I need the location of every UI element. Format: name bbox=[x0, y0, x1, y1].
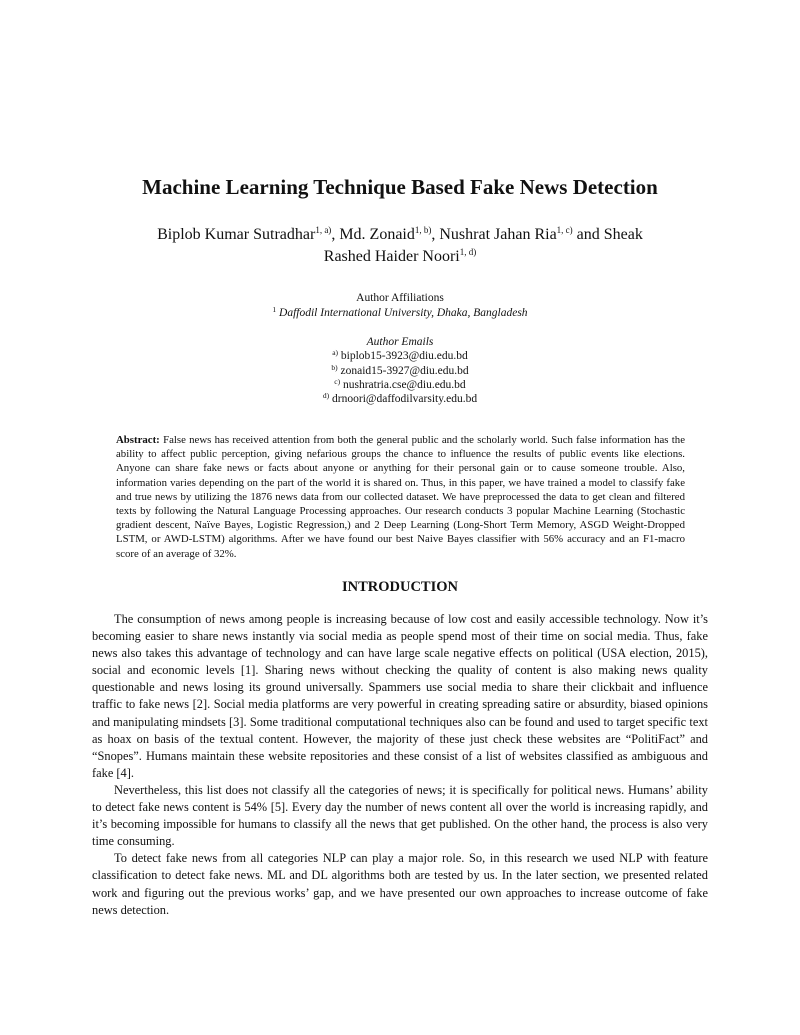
email-superscript: c) bbox=[334, 376, 341, 386]
affiliations-heading: Author Affiliations bbox=[356, 292, 444, 304]
author-list bbox=[90, 224, 710, 268]
author-superscript: 1, a) bbox=[315, 225, 332, 235]
body-paragraph: Nevertheless, this list does not classify all the categories of news; it is specifically for political news. Humans’ ability to detect fake news content is 54% [5]. Every day the number of news content all over the world is increasing rapidly, and it’s becoming impossible for humans to classify all the news that get published. On the other hand, the process is also very time consuming. bbox=[92, 782, 708, 849]
email-superscript: b) bbox=[331, 362, 338, 372]
paper-title: Machine Learning Technique Based Fake News Detection bbox=[142, 175, 658, 199]
author-separator: and Sheak bbox=[572, 226, 643, 243]
author-name: Biplob Kumar Sutradhar bbox=[157, 226, 316, 243]
email-superscript: d) bbox=[322, 391, 330, 401]
body-paragraph: The consumption of news among people is increasing because of low cost and easily accessible technology. Now it’s becoming easier to share news instantly via social media as people spend most of their time on social media. Thus, fake news also takes this advantage of technology and can have large scale negative effects on political (USA election, 2015), social and economic levels [1]. Sharing news without checking the quality of content is also making news quality questionable and news losing its ground universally. Spammers use social media to share their clickbait and influence traffic to fake news [2]. Social media platforms are very powerful in creating spreading satire or absurdity, biased opinions and manipulating mindsets [3]. Some traditional computational techniques also can be found and used to target specific text as hoax on basis of the textual content. However, the majority of these just check these websites are “PolitiFact” and “Snopes”. Humans maintain these website repositories and these consist of a list of websites classified as ambiguous and fake [4]. bbox=[92, 612, 708, 780]
affiliation-superscript: 1 bbox=[272, 305, 277, 314]
body-paragraph: To detect fake news from all categories NLP can play a major role. So, in this research we used NLP with feature classification to detect fake news. ML and DL algorithms both are tested by us. In the later section, we presented related work and figuring out the previous works’ gap, and we have presented our own approaches to increase outcome of fake news detection. bbox=[92, 851, 708, 917]
emails-heading: Author Emails bbox=[366, 336, 434, 348]
affiliations bbox=[100, 291, 700, 321]
author-name: Nushrat Jahan Ria bbox=[439, 226, 557, 243]
affiliation-text: Daffodil International University, Dhaka, Bangladesh bbox=[279, 307, 528, 319]
email-address[interactable]: biplob15-3923@diu.edu.bd bbox=[340, 350, 468, 363]
author-name: Md. Zonaid bbox=[339, 226, 415, 243]
abstract bbox=[116, 433, 685, 561]
author-superscript: 1, c) bbox=[556, 225, 573, 235]
author-superscript: 1, b) bbox=[414, 225, 432, 235]
email-address[interactable]: drnoori@daffodilvarsity.edu.bd bbox=[332, 393, 478, 406]
author-superscript: 1, d) bbox=[459, 247, 477, 257]
email-address[interactable]: nushratria.cse@diu.edu.bd bbox=[343, 378, 466, 391]
abstract-text: False news has received attention from both the general public and the scholarly world. Such false information has the ability to affect public perception, giving nefarious groups the chance to influence the results of public events like elections. Anyone can share fake news or facts about anyone or anything for their personal gain or to cause someone trouble. Also, information varies depending on the part of the world it is shared on. Thus, in this paper, we have trained a model to classify fake and true news by utilizing the 1876 news data from our collected dataset. We have preprocessed the data to get clean and filtered texts by following the Natural Language Processing approaches. Our research conducts 3 popular Machine Learning (Stochastic gradient descent, Naïve Bayes, Logistic Regression,) and 2 Deep Learning (Long-Short Term Memory, ASGD Weight-Dropped LSTM, or AWD-LSTM) algorithms. After we have found our best Naive Bayes classifier with 56% accuracy and an F1-macro score of an average of 32%. bbox=[116, 434, 685, 560]
author-emails bbox=[100, 335, 700, 406]
email-address[interactable]: zonaid15-3927@diu.edu.bd bbox=[340, 364, 469, 377]
email-line bbox=[100, 349, 700, 363]
author-separator: , bbox=[431, 226, 440, 243]
email-superscript: a) bbox=[332, 348, 339, 358]
email-line bbox=[100, 392, 700, 406]
affiliation-line bbox=[100, 306, 700, 321]
email-line bbox=[100, 364, 700, 378]
author-separator: , bbox=[331, 226, 340, 243]
introduction-body bbox=[92, 611, 708, 919]
author-name: Rashed Haider Noori bbox=[323, 248, 460, 265]
email-line bbox=[100, 378, 700, 392]
abstract-label: Abstract: bbox=[116, 434, 160, 446]
introduction-heading: INTRODUCTION bbox=[341, 579, 458, 595]
